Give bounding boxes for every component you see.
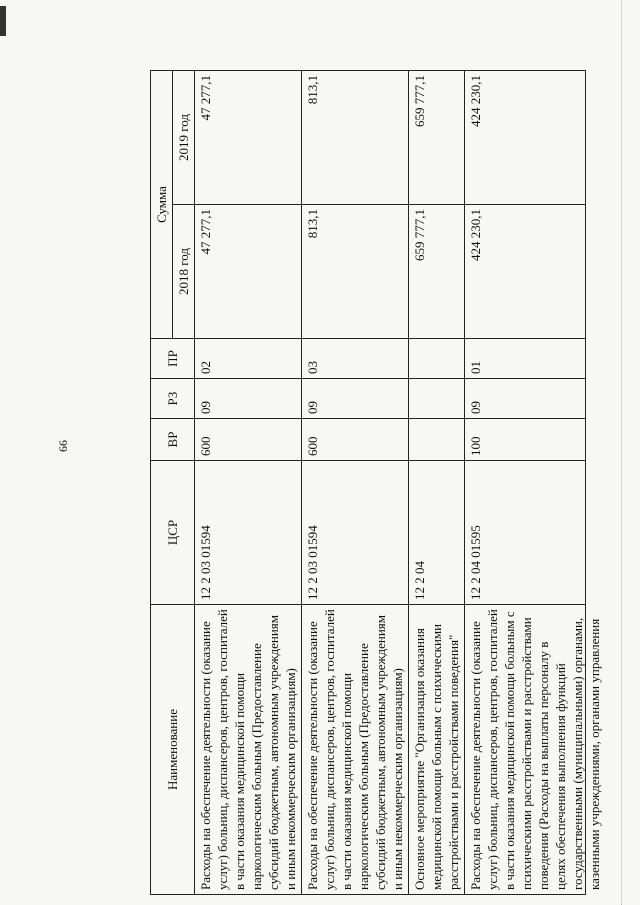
row-sum-2018: 813,1 [302,205,409,339]
row-sum-2018: 47 277,1 [195,205,302,339]
row-code: 12 2 03 01594 [195,461,302,605]
row-rz: 09 [195,379,302,419]
row-code: 12 2 03 01594 [302,461,409,605]
row-sum-2019: 47 277,1 [195,71,302,205]
row-name: Расходы на обеспечение деятельности (оказание услуг) больниц, диспансеров, центров, госпиталей в части оказания медицинской помощи наркологическим больным (Предоставление субсидий бюджетным, автономным учреждениям и иным некоммерческим организациям) [195,605,302,895]
row-rz [409,379,465,419]
table-row [195,71,302,895]
page-number: 66 [56,440,70,452]
row-pr [409,339,465,379]
header-vr: ВР [151,419,195,461]
row-rz: 09 [302,379,409,419]
row-vr: 600 [302,419,409,461]
table-row [302,71,409,895]
header-year-2018: 2018 год [173,205,195,339]
row-sum-2018: 659 777,1 [409,205,465,339]
table-header-row [151,71,173,895]
row-pr: 01 [465,339,586,379]
table-row [409,71,465,895]
row-vr: 600 [195,419,302,461]
budget-table [150,70,602,895]
row-sum-2019: 659 777,1 [409,71,465,205]
header-name: Наименование [151,605,195,895]
scan-edge-dots [621,0,630,905]
row-code: 12 2 04 01595 [465,461,586,605]
header-code: ЦСР [151,461,195,605]
row-rz: 09 [465,379,586,419]
row-name [465,605,602,895]
row-sum-2018: 424 230,1 [465,205,586,339]
row-sum-2019: 813,1 [302,71,409,205]
row-vr: 100 [465,419,586,461]
row-vr [409,419,465,461]
header-year-2019: 2019 год [173,71,195,205]
header-rz: РЗ [151,379,195,419]
row-pr: 02 [195,339,302,379]
row-name: Расходы на обеспечение деятельности (оказание услуг) больниц, диспансеров, центров, госпиталей в части оказания медицинской помощи наркологическим больным (Предоставление субсидий бюджетным, автономным учреждениям и иным некоммерческим организациям) [302,605,409,895]
row-pr: 03 [302,339,409,379]
table-row [465,71,586,895]
header-sum: Сумма [151,71,173,339]
scan-edge-mark [0,6,6,36]
row-code: 12 2 04 [409,461,465,605]
header-pr: ПР [151,339,195,379]
row-name: Основное мероприятие "Организация оказания медицинской помощи больным с психическими расстройствами и расстройствами поведения" [409,605,465,895]
row-name-text: Расходы на обеспечение деятельности (оказание услуг) больниц, диспансеров, центров, госпиталей в части оказания медицинской помощи больным с психическими расстройствами и расстройствами поведения (Расходы на выплаты персоналу в целях обеспечения выполнения функций государственными (муниципальными) органами, казенными учреждениями, органами управления [468,609,602,890]
row-sum-2019: 424 230,1 [465,71,586,205]
budget-table-sheet [150,70,602,895]
